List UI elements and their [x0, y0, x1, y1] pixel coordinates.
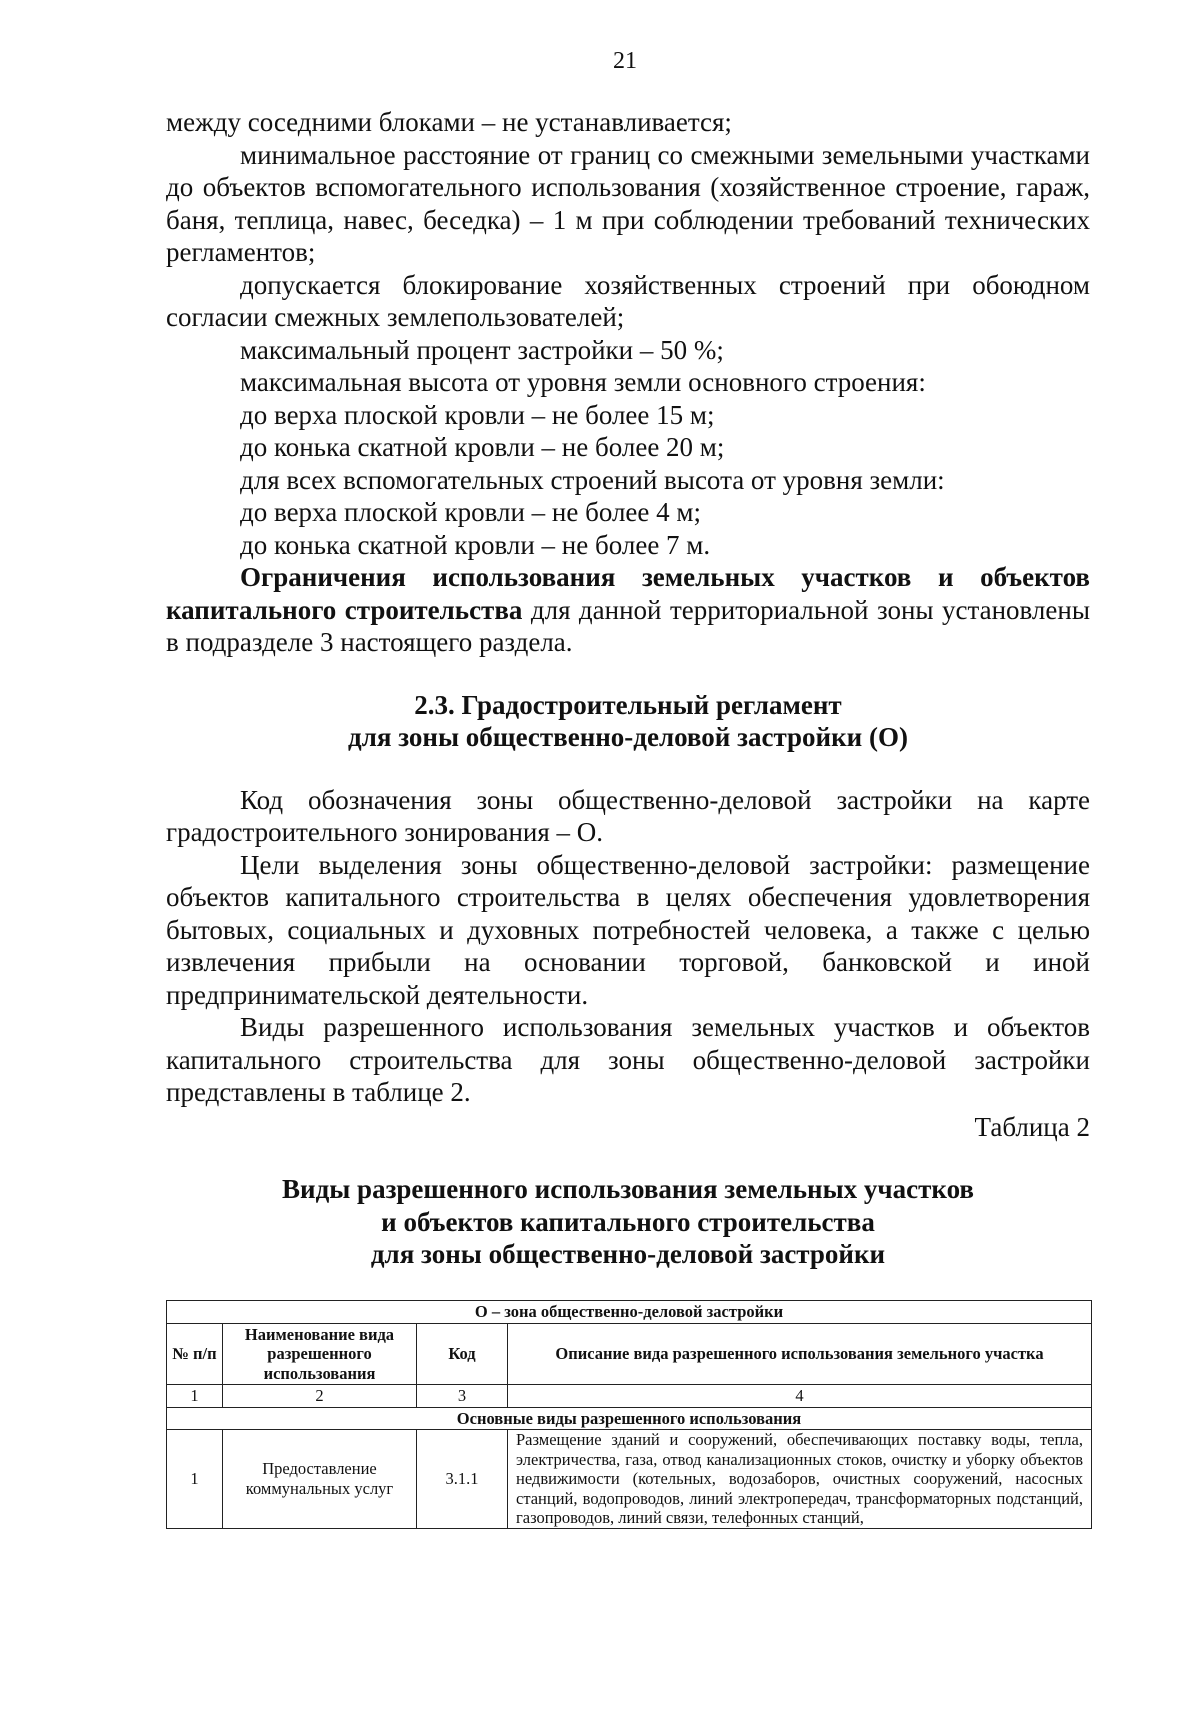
zones-table: [166, 1300, 1092, 1529]
restrictions-rest: для данной территориальной зоны установлены в подразделе 3 настоящего раздела.: [166, 594, 1090, 657]
table-title-line1: Виды разрешенного использования земельных участков: [282, 1174, 974, 1204]
group-header-main: Основные виды разрешенного использования: [167, 1407, 1092, 1430]
header-name: Наименование вида разрешенного использования: [223, 1323, 417, 1385]
paragraph: до конька скатной кровли – не более 7 м.: [240, 529, 711, 560]
column-number: 3: [417, 1385, 508, 1408]
paragraph: Код обозначения зоны общественно-деловой застройки на карте градостроительного зонирования – О.: [166, 784, 1090, 847]
column-number: 4: [508, 1385, 1092, 1408]
restrictions-bold: Ограничения использования земельных участков и объектов капитального строительства: [166, 562, 1090, 625]
paragraph: до верха плоской кровли – не более 4 м;: [240, 497, 701, 527]
paragraph: до верха плоской кровли – не более 15 м;: [240, 399, 715, 430]
restrictions-paragraph: [166, 561, 1090, 659]
row-desc: Размещение зданий и сооружений, обеспечивающих поставку воды, тепла, электричества, газа, отвод канализационных стоков, очистку и уборку объектов недвижимости (котельных, водозаборов, очистных сооружений, насосных станций, водопроводов, линий электропередач, трансформаторных подстанций, газопроводов, линий связи, телефонных станций,: [508, 1430, 1092, 1529]
table-title-line2: и объектов капитального строительства: [381, 1206, 875, 1237]
table-title-line3: для зоны общественно-деловой застройки: [370, 1239, 886, 1269]
document-body: [166, 106, 1090, 1301]
paragraph: минимальное расстояние от границ со смежными земельными участками до объектов вспомогательного использования (хозяйственное строение, гараж, баня, теплица, навес, беседка) – 1 м при соблюдении требований технических регламентов;: [166, 139, 1090, 267]
header-num: № п/п: [167, 1323, 223, 1385]
paragraph: Цели выделения зоны общественно-деловой застройки: размещение объектов капитального строительства в целях обеспечения удовлетворения бытовых, социальных и духовных потребностей человека, а также с целью извлечения прибыли на основании торговой, банковской и иной предпринимательской деятельности.: [166, 849, 1090, 1010]
table-title: [166, 1173, 1090, 1271]
table-label: Таблица 2: [974, 1111, 1090, 1142]
column-number: 1: [167, 1385, 223, 1408]
paragraph: до конька скатной кровли – не более 20 м;: [240, 432, 725, 462]
column-number: 2: [223, 1385, 417, 1408]
paragraph: для всех вспомогательных строений высота от уровня земли:: [240, 464, 945, 495]
paragraph: Виды разрешенного использования земельных участков и объектов капитального строительства для зоны общественно-деловой застройки представлены в таблице 2.: [166, 1012, 1090, 1107]
paragraph: максимальный процент застройки – 50 %;: [240, 334, 724, 365]
paragraph: между соседними блоками – не устанавливается;: [166, 107, 732, 137]
row-name: Предоставление коммунальных услуг: [223, 1430, 417, 1529]
section-title-line1: 2.3. Градостроительный регламент: [414, 689, 842, 720]
section-title: [166, 689, 1090, 754]
header-code: Код: [417, 1323, 508, 1385]
paragraph: допускается блокирование хозяйственных строений при обоюдном согласии смежных землепользователей;: [166, 269, 1090, 332]
table-row: [167, 1430, 1092, 1529]
row-num: 1: [167, 1430, 223, 1529]
zone-header: О – зона общественно-деловой застройки: [167, 1301, 1092, 1324]
page-number: 21: [613, 48, 637, 74]
row-code: 3.1.1: [417, 1430, 508, 1529]
header-desc: Описание вида разрешенного использования земельного участка: [508, 1323, 1092, 1385]
paragraph: максимальная высота от уровня земли основного строения:: [240, 367, 926, 397]
section-title-line2: для зоны общественно-деловой застройки (О): [348, 722, 908, 752]
